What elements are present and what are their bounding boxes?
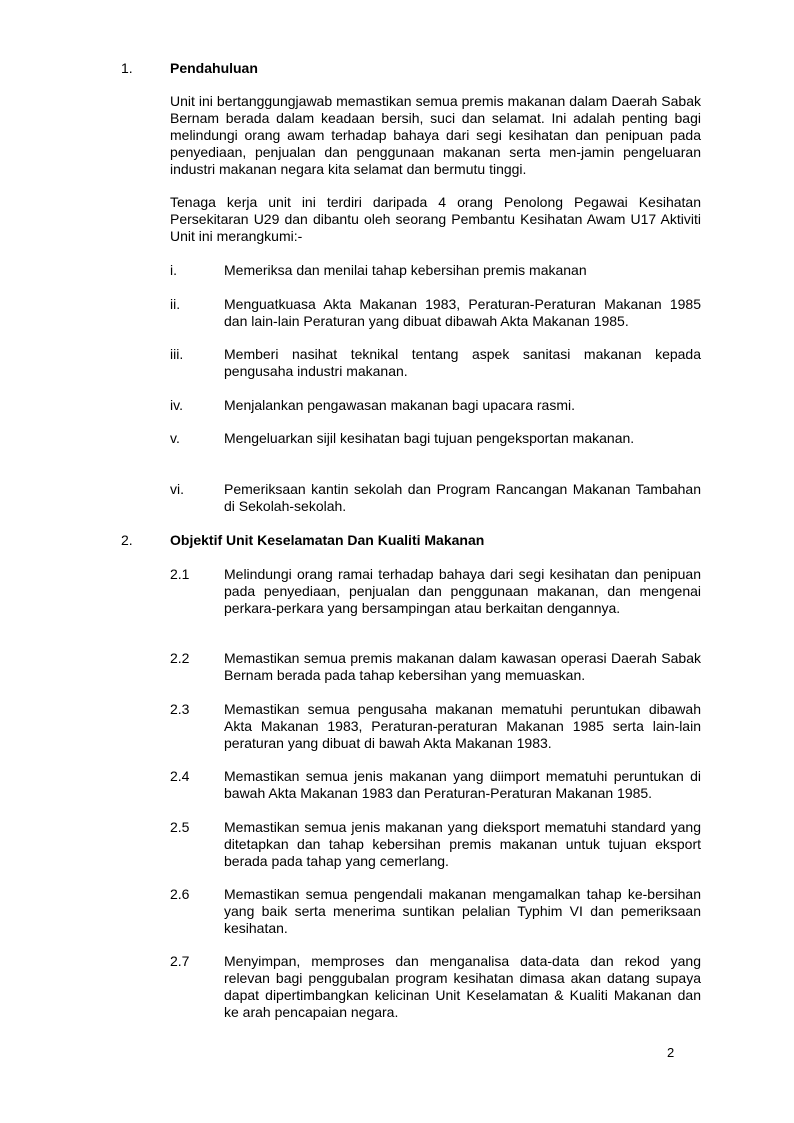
list-item-label: 2.5 [170, 819, 190, 835]
list-item: Menguatkuasa Akta Makanan 1983, Peraturan-Peraturan Makanan 1985 dan lain-lain Peraturan yang dibuat dibawah Akta Makanan 1985. [224, 296, 701, 329]
list-item-label: i. [170, 262, 177, 278]
list-item: Memastikan semua premis makanan dalam kawasan operasi Daerah Sabak Bernam berada pada tahap kebersihan yang memuaskan. [224, 650, 701, 683]
list-item: Memastikan semua jenis makanan yang diimport mematuhi peruntukan di bawah Akta Makanan 1983 dan Peraturan-Peraturan Makanan 1985. [224, 768, 701, 801]
list-item-label: iii. [170, 346, 184, 362]
list-item: Pemeriksaan kantin sekolah dan Program Rancangan Makanan Tambahan di Sekolah-sekolah. [224, 481, 701, 514]
list-item: Melindungi orang ramai terhadap bahaya dari segi kesihatan dan penipuan pada penyediaan, penjualan dan penggunaan makanan, dan mengenai perkara-perkara yang bersampingan atau berkaitan dengannya. [224, 566, 701, 616]
list-item: Memberi nasihat teknikal tentang aspek sanitasi makanan kepada pengusaha industri makanan. [224, 346, 701, 379]
list-item-label: vi. [170, 481, 184, 497]
list-item: Memeriksa dan menilai tahap kebersihan premis makanan [224, 262, 587, 278]
section-number: 2. [121, 532, 133, 548]
list-item: Menjalankan pengawasan makanan bagi upacara rasmi. [224, 397, 575, 413]
list-item-label: 2.6 [170, 886, 190, 902]
list-item-label: 2.1 [170, 566, 190, 582]
paragraph: Tenaga kerja unit ini terdiri daripada 4 orang Penolong Pegawai Kesihatan Persekitaran U29 dan dibantu oleh seorang Pembantu Kesihatan Awam U17 Aktiviti Unit ini merangkumi:- [170, 194, 701, 244]
list-item-label: v. [170, 430, 180, 446]
section-heading: Objektif Unit Keselamatan Dan Kualiti Makanan [170, 532, 485, 548]
list-item: Memastikan semua jenis makanan yang dieksport mematuhi standard yang ditetapkan dan tahap kebersihan premis makanan untuk tujuan eksport berada pada tahap yang cemerlang. [224, 819, 701, 869]
list-item: Memastikan semua pengendali makanan mengamalkan tahap ke-bersihan yang baik serta menerima suntikan pelalian Typhim VI dan pemeriksaan kesihatan. [224, 886, 701, 936]
list-item: Menyimpan, memproses dan menganalisa data-data dan rekod yang relevan bagi penggubalan program kesihatan dimasa akan datang supaya dapat dipertimbangkan kelicinan Unit Keselamatan & Kualiti Makanan dan ke arah pencapaian negara. [224, 953, 701, 1020]
list-item: Mengeluarkan sijil kesihatan bagi tujuan pengeksportan makanan. [224, 430, 635, 446]
section-heading: Pendahuluan [170, 60, 258, 76]
list-item-label: 2.3 [170, 701, 190, 717]
page-number: 2 [667, 1045, 675, 1060]
list-item-label: 2.4 [170, 768, 190, 784]
list-item-label: ii. [170, 296, 181, 312]
list-item-label: 2.2 [170, 650, 190, 666]
list-item-label: 2.7 [170, 953, 190, 969]
section-number: 1. [121, 60, 133, 76]
list-item-label: iv. [170, 397, 183, 413]
paragraph: Unit ini bertanggungjawab memastikan semua premis makanan dalam Daerah Sabak Bernam berada dalam keadaan bersih, suci dan selamat. Ini adalah penting bagi melindungi orang awam terhadap bahaya dari segi kesihatan dan penipuan pada penyediaan, penjualan dan penggunaan makanan serta men-jamin pengeluaran industri makanan negara kita selamat dan bermutu tinggi. [170, 93, 701, 177]
list-item: Memastikan semua pengusaha makanan mematuhi peruntukan dibawah Akta Makanan 1983, Peraturan-peraturan Makanan 1985 serta lain-lain peraturan yang dibuat di bawah Akta Makanan 1983. [224, 701, 701, 751]
